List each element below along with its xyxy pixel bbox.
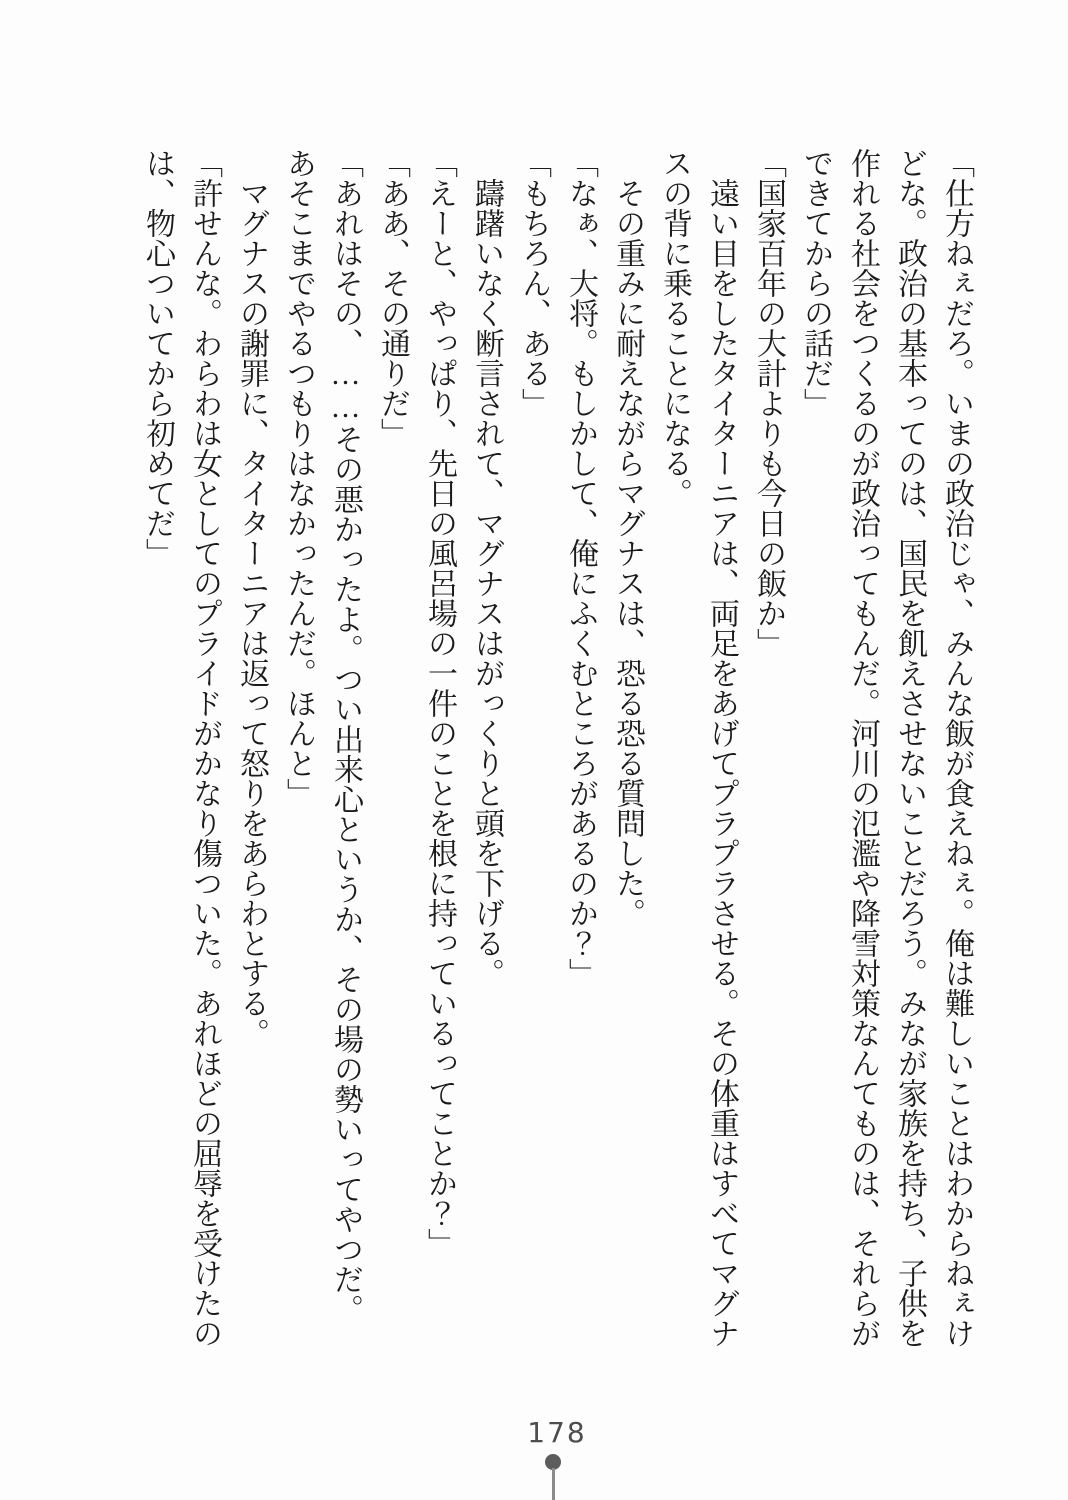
paragraph: その重みに耐えながらマグナスは、恐る恐る質問した。 [611,178,644,928]
marker-stem [552,1468,555,1500]
page-marker-icon [545,1454,561,1500]
page-number: 178 [527,1416,587,1449]
paragraph: 「仕方ねぇだろ。いまの政治じゃ、みんな飯が食えねぇ。俺は難しいことはわからねぇけどな。政治の基本ってのは、国民を飢えさせないことだろう。みなが家族を持ち、子供を作れる社会をつくるのが政治ってもんだ。河川の氾濫や降雪対策なんてものは、それらができてからの話だ」 [799,148,973,1348]
paragraph: 躊躇いなく断言されて、マグナスはがっくりと頭を下げる。 [470,178,503,988]
paragraph: 「国家百年の大計よりも今日の飯か」 [752,148,785,658]
paragraph: 「もちろん、ある」 [517,148,550,418]
paragraph: 「許せんな。わらわは女としてのプライドがかなり傷ついた。あれほどの屈辱を受けたのは、物心ついてから初めてだ」 [141,148,221,1348]
paragraph: 「ああ、その通りだ」 [376,148,409,448]
paragraph: 「あれはその、……その悪かったよ。つい出来心というか、その場の勢いってやつだ。あそこまでやるつもりはなかったんだ。ほんと」 [282,148,362,1324]
paragraph: 「えーと、やっぱり、先日の風呂場の一件のことを根に持っているってことか？」 [423,148,456,1258]
paragraph: 「なぁ、大将。もしかして、俺にふくむところがあるのか？」 [564,148,597,988]
paragraph: 遠い目をしたタイターニアは、両足をあげてプラプラさせる。その体重はすべてマグナスの背に乗ることになる。 [658,148,738,1348]
paragraph: マグナスの謝罪に、タイターニアは返って怒りをあらわとする。 [235,178,268,1048]
body-text [134,148,980,1348]
